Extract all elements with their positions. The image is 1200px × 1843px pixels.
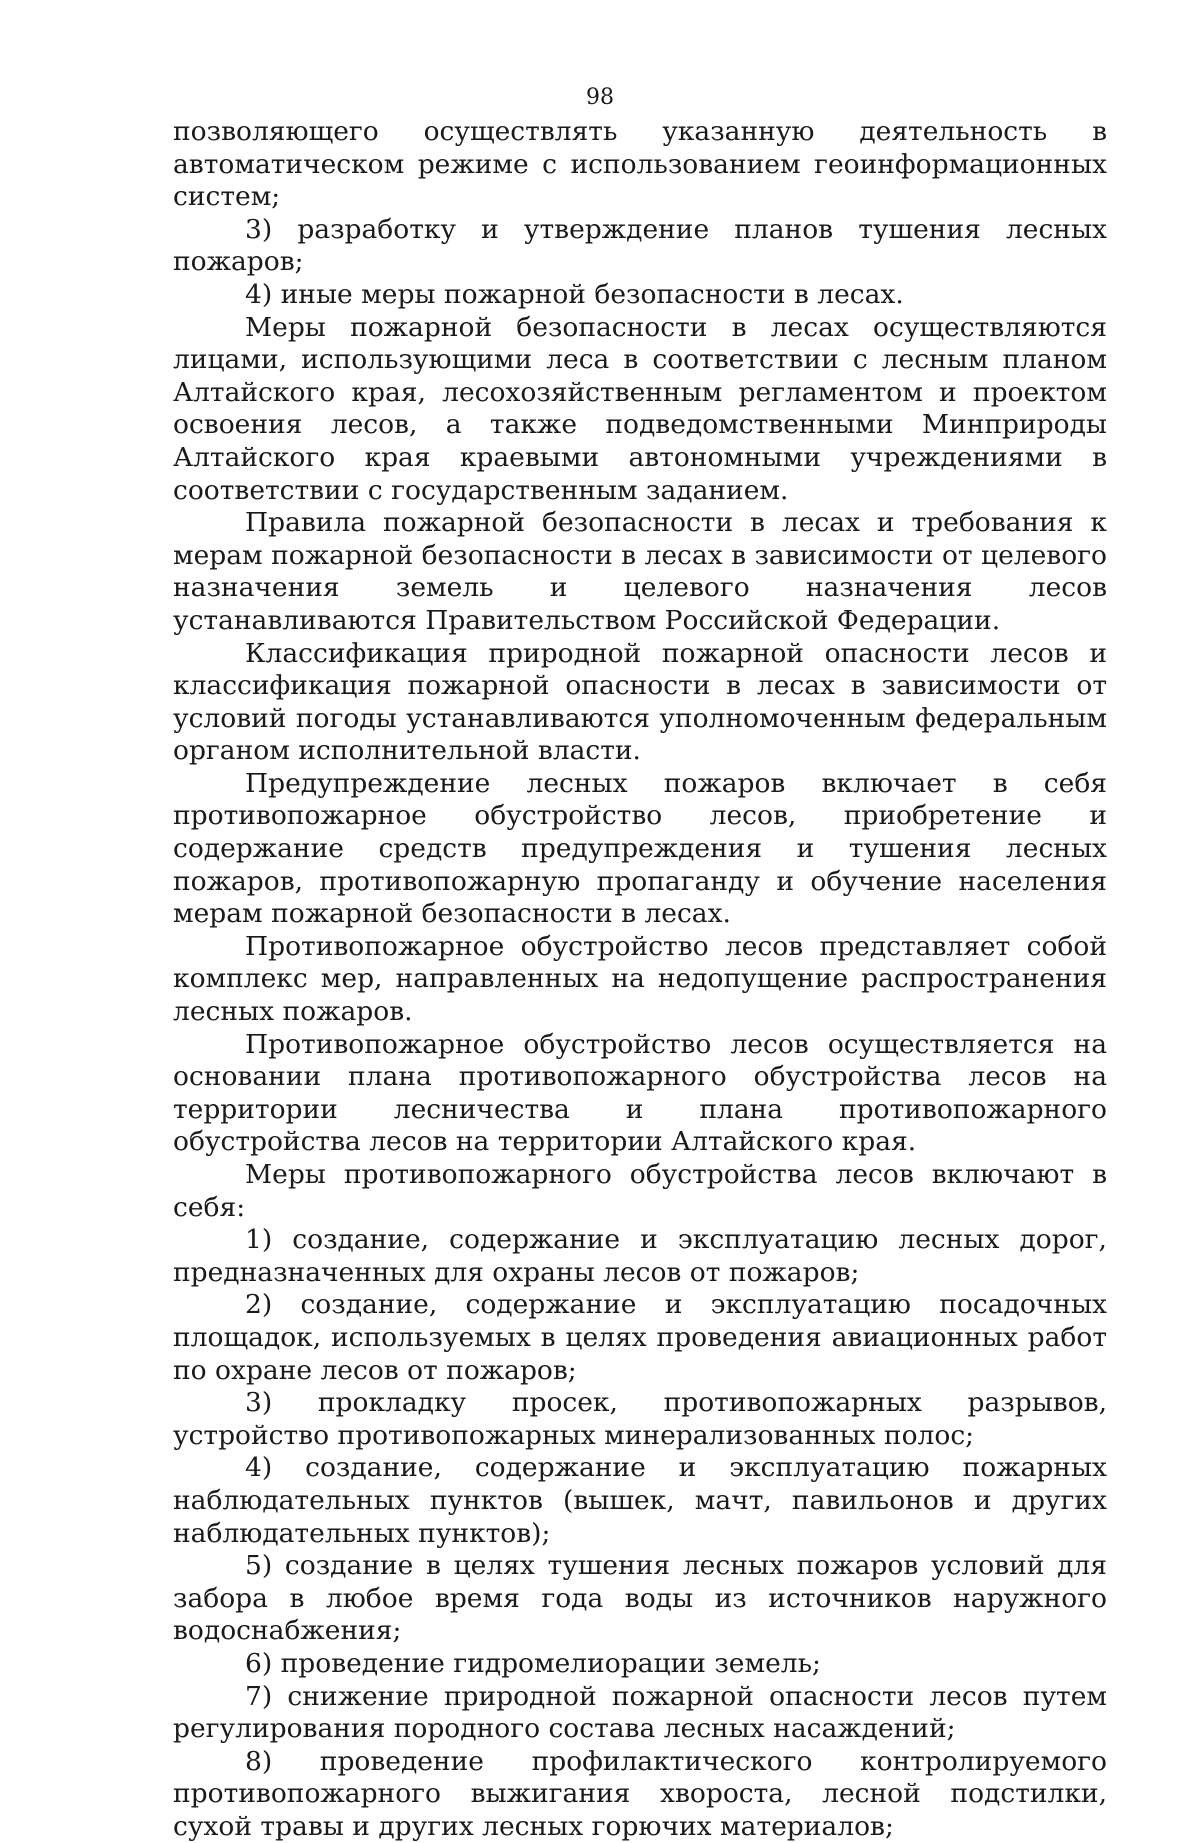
paragraph-arrangement-definition: Противопожарное обустройство лесов представляет собой комплекс мер, направленных на недопущение распространения лесных пожаров. xyxy=(173,930,1107,1028)
paragraph-arrangement-basis: Противопожарное обустройство лесов осуществляется на основании плана противопожарного обустройства лесов на территории лесничества и плана противопожарного обустройства лесов на территории Алтайского края. xyxy=(173,1028,1107,1158)
list-item-3-clearings: 3) прокладку просек, противопожарных разрывов, устройство противопожарных минерализованных полос; xyxy=(173,1387,1107,1451)
list-item-2-landing-sites: 2) создание, содержание и эксплуатацию посадочных площадок, используемых в целях проведения авиационных работ по охране лесов от пожаров; xyxy=(173,1289,1107,1386)
paragraph-classification: Классификация природной пожарной опасности лесов и классификация пожарной опасности в лесах в зависимости от условий погоды устанавливаются уполномоченным федеральным органом исполнительной власти. xyxy=(173,637,1107,767)
page-number: 98 xyxy=(586,85,614,110)
paragraph-fire-safety-measures: Меры пожарной безопасности в лесах осуществляются лицами, использующими леса в соответствии с лесным планом Алтайского края, лесохозяйственным регламентом и проектом освоения лесов, а также подведомственными Минприроды Алтайского края краевыми автономными учреждениями в соответствии с государственным заданием. xyxy=(173,311,1107,506)
paragraph-prevention: Предупреждение лесных пожаров включает в себя противопожарное обустройство лесов, приобретение и содержание средств предупреждения и тушения лесных пожаров, противопожарную пропаганду и обучение населения мерам пожарной безопасности в лесах. xyxy=(173,767,1107,930)
list-item-5-water-intake: 5) создание в целях тушения лесных пожаров условий для забора в любое время года воды из источников наружного водоснабжения; xyxy=(173,1550,1107,1647)
list-item-6-hydromelioration: 6) проведение гидромелиорации земель; xyxy=(245,1647,821,1679)
paragraph-measures-intro: Меры противопожарного обустройства лесов включают в себя: xyxy=(173,1159,1107,1223)
list-item-7-species-composition: 7) снижение природной пожарной опасности лесов путем регулирования породного состава лесных насаждений; xyxy=(173,1680,1107,1745)
document-body xyxy=(173,116,1107,1843)
list-item-8-controlled-burning: 8) проведение профилактического контролируемого противопожарного выжигания хвороста, лесной подстилки, сухой травы и других лесных горючих материалов; xyxy=(173,1745,1107,1842)
list-item-4-observation-posts: 4) создание, содержание и эксплуатацию пожарных наблюдательных пунктов (вышек, мачт, павильонов и других наблюдательных пунктов); xyxy=(173,1452,1107,1549)
paragraph-0: позволяющего осуществлять указанную деятельность в автоматическом режиме с использованием геоинформационных систем; xyxy=(173,116,1107,213)
list-item-3-plans: 3) разработку и утверждение планов тушения лесных пожаров; xyxy=(173,213,1107,278)
paragraph-fire-safety-rules: Правила пожарной безопасности в лесах и требования к мерам пожарной безопасности в лесах в зависимости от целевого назначения земель и целевого назначения лесов устанавливаются Правительством Российской Федерации. xyxy=(173,507,1107,636)
list-item-1-roads: 1) создание, содержание и эксплуатацию лесных дорог, предназначенных для охраны лесов от пожаров; xyxy=(173,1224,1107,1288)
list-item-4-other-measures: 4) иные меры пожарной безопасности в лесах. xyxy=(245,278,904,310)
